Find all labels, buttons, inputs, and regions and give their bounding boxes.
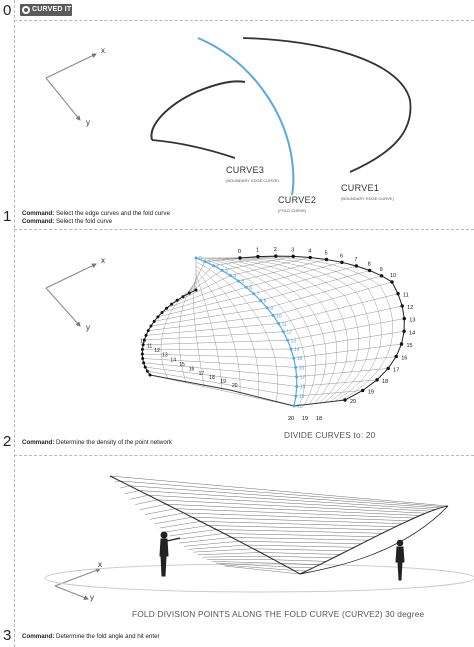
left-edge-point — [195, 289, 198, 292]
edge-point — [400, 342, 403, 345]
fold-point — [237, 280, 240, 283]
bottom-point-number: 20 — [288, 416, 295, 422]
curve3-label — [226, 160, 279, 183]
edge-point — [395, 355, 398, 358]
left-edge-point — [141, 357, 144, 360]
edge-point-number: 8 — [367, 261, 371, 268]
bottom-point-number: 19 — [302, 416, 309, 422]
fold-point-number: 4 — [233, 273, 237, 280]
edge-point — [340, 261, 343, 264]
fold-point — [277, 322, 280, 325]
edge-point-number: 18 — [382, 378, 389, 385]
fold-point — [295, 385, 298, 388]
person-figure-right — [396, 540, 404, 580]
left-edge-number: 16 — [188, 366, 195, 373]
edge-point-number: 15 — [406, 343, 413, 349]
edge-point — [390, 280, 393, 283]
fold-point — [195, 257, 198, 260]
edge-point — [343, 398, 346, 401]
edge-point-number: 20 — [350, 399, 357, 405]
logo-text: CURVED IT — [32, 6, 72, 13]
edge-point-number: 0 — [238, 249, 242, 255]
fold-point-number: 9 — [270, 305, 273, 312]
edge-point — [386, 367, 389, 370]
fold-point-number: 14 — [294, 347, 300, 354]
fold-point — [221, 269, 224, 272]
left-edge-number: 17 — [198, 370, 205, 377]
axis-x-label-0: x — [101, 46, 105, 55]
command-line-2 — [22, 439, 172, 447]
left-edge-point — [176, 299, 179, 302]
fold-point-number: 19 — [298, 394, 305, 401]
curve2-label — [278, 190, 316, 213]
fold-point-number: 10 — [276, 313, 282, 320]
curve1-subtitle: (BOUNDARY EDGE CURVE) — [341, 196, 394, 201]
fold-point-number: 2 — [216, 263, 220, 270]
curve3-path — [151, 81, 245, 140]
fold-point — [272, 314, 275, 317]
fold-point — [294, 395, 297, 398]
edge-point — [274, 254, 277, 257]
command-label: Command: — [22, 210, 55, 217]
left-edge-point — [181, 295, 184, 298]
command-line-1a — [22, 210, 170, 218]
axis-x-label-2: x — [101, 256, 105, 265]
fold-point — [212, 264, 215, 267]
fold-point-number: 11 — [281, 321, 287, 328]
edge-point-number: 10 — [390, 273, 397, 279]
curve3-name: CURVE3 — [226, 165, 265, 175]
fold-point-number: 6 — [249, 285, 252, 292]
command-label: Command: — [22, 633, 55, 640]
edge-point-number: 13 — [409, 317, 416, 324]
axis-y-label-3: y — [90, 593, 94, 602]
curve3-subtitle: (BOUNDARY EDGE CURVE) — [226, 178, 279, 183]
fold-point-number: 18 — [299, 384, 306, 391]
edge-point-number: 6 — [339, 253, 344, 260]
edge-point — [256, 255, 259, 258]
fold-point — [286, 339, 289, 342]
left-edge-point — [188, 292, 191, 295]
fold-point-number: 0 — [199, 256, 202, 262]
left-edge-number: 11 — [147, 343, 153, 350]
edge-point-number: 16 — [401, 355, 408, 362]
command-text: Select the fold curve — [56, 218, 113, 225]
left-edge-point — [144, 366, 147, 369]
left-edge-point — [149, 374, 152, 377]
fold-point — [294, 366, 297, 369]
edge-point — [396, 292, 399, 295]
edge-point — [403, 317, 406, 320]
edge-point — [368, 269, 371, 272]
divide-caption: DIVIDE CURVES to: 20 — [284, 430, 376, 440]
edge-point-number: 14 — [409, 330, 416, 337]
left-edge-point — [149, 324, 152, 327]
fold-point-number: 17 — [299, 374, 306, 381]
curve2-name: CURVE2 — [278, 195, 317, 205]
left-edge-point — [165, 307, 168, 310]
edge-point-number: 19 — [367, 389, 374, 396]
fold-point — [292, 357, 295, 360]
left-edge-point — [146, 370, 149, 373]
left-edge-point — [142, 361, 145, 364]
fold-point — [259, 299, 262, 302]
left-edge-number: 15 — [179, 361, 185, 368]
fold-point-number: 8 — [263, 298, 267, 305]
curve1-name: CURVE1 — [341, 183, 380, 193]
fold-point — [229, 274, 232, 277]
fold-point-number: 5 — [241, 279, 245, 286]
fold-caption: FOLD DIVISION POINTS ALONG THE FOLD CURVE (CURVE2) 30 degree — [132, 609, 425, 619]
edge-point-number: 1 — [255, 247, 260, 254]
fold-point — [282, 330, 285, 333]
left-edge-point — [160, 311, 163, 314]
left-edge-number: 19 — [220, 379, 226, 386]
curve1-label — [341, 178, 394, 201]
fold-point — [203, 260, 206, 263]
left-edge-point — [141, 352, 144, 355]
fold-point — [295, 375, 298, 378]
fold-point — [252, 292, 255, 295]
edge-point-number: 5 — [324, 250, 328, 257]
command-line-1b — [22, 218, 112, 226]
fold-point — [293, 405, 296, 408]
edge-point-number: 4 — [308, 248, 312, 255]
left-edge-point — [141, 348, 144, 351]
left-edge-point — [145, 334, 148, 337]
edge-point — [238, 256, 241, 259]
fold-point-number: 20 — [297, 404, 303, 410]
command-text: Determine the fold angle and hit enter — [56, 633, 160, 640]
edge-point — [325, 258, 328, 261]
curve1-path — [243, 38, 411, 172]
step-number-3: 3 — [3, 627, 12, 644]
edge-point — [375, 378, 378, 381]
command-label: Command: — [22, 218, 55, 225]
edge-point — [309, 256, 312, 259]
step-number-2: 2 — [3, 433, 12, 450]
fold-point-number: 16 — [298, 365, 305, 372]
fold-point — [245, 286, 248, 289]
command-text: Determine the density of the point network — [56, 439, 172, 446]
surface-mesh — [142, 256, 404, 406]
fold-point-number: 3 — [225, 268, 228, 275]
left-edge-number: 12 — [154, 348, 160, 355]
step-number-0: 0 — [3, 2, 12, 19]
fold-point — [266, 306, 269, 309]
axis-y-label-2: y — [86, 323, 90, 332]
division-points — [141, 254, 406, 407]
fold-point-number: 1 — [207, 259, 211, 266]
edge-point — [402, 330, 405, 333]
edge-point — [400, 304, 403, 307]
axis-y-label-0: y — [86, 118, 90, 127]
axes-diagram-0 — [0, 0, 474, 230]
left-edge-point — [153, 320, 156, 323]
edge-point — [292, 255, 295, 258]
edge-point-number: 3 — [291, 247, 295, 254]
edge-point-number: 12 — [407, 304, 414, 311]
edge-point-number: 7 — [354, 256, 358, 263]
edge-point-number: 17 — [393, 367, 400, 374]
axis-x-label-3: x — [98, 560, 102, 569]
left-edge-number: 18 — [209, 375, 215, 382]
step-number-1: 1 — [3, 208, 12, 225]
edge-point-number: 9 — [379, 266, 383, 273]
command-line-3 — [22, 633, 160, 641]
curve2-subtitle: (FOLD CURVE) — [278, 208, 307, 213]
fold-point-number: 12 — [286, 329, 292, 336]
left-edge-point — [147, 329, 150, 332]
command-label: Command: — [22, 439, 55, 446]
edge-point-number: 2 — [273, 247, 277, 254]
edge-point — [380, 274, 383, 277]
edge-point — [355, 264, 358, 267]
left-edge-number: 10 — [140, 338, 146, 345]
left-edge-number: 14 — [170, 357, 176, 364]
left-edge-point — [156, 315, 159, 318]
bottom-point-number: 18 — [316, 416, 323, 422]
fold-point-number: 7 — [256, 291, 260, 298]
fold-point-number: 15 — [296, 356, 303, 363]
division-numbers — [140, 247, 415, 422]
left-edge-number: 13 — [162, 352, 168, 359]
edge-point — [361, 389, 364, 392]
fold-point-number: 13 — [290, 338, 297, 345]
left-edge-point — [170, 303, 173, 306]
point-network-diagram — [0, 230, 474, 455]
left-edge-number: 20 — [232, 383, 238, 389]
person-figure-left — [160, 532, 180, 576]
command-text: Select the edge curves and the fold curve — [56, 210, 170, 217]
edge-point-number: 11 — [403, 292, 409, 299]
fold-point — [290, 348, 293, 351]
